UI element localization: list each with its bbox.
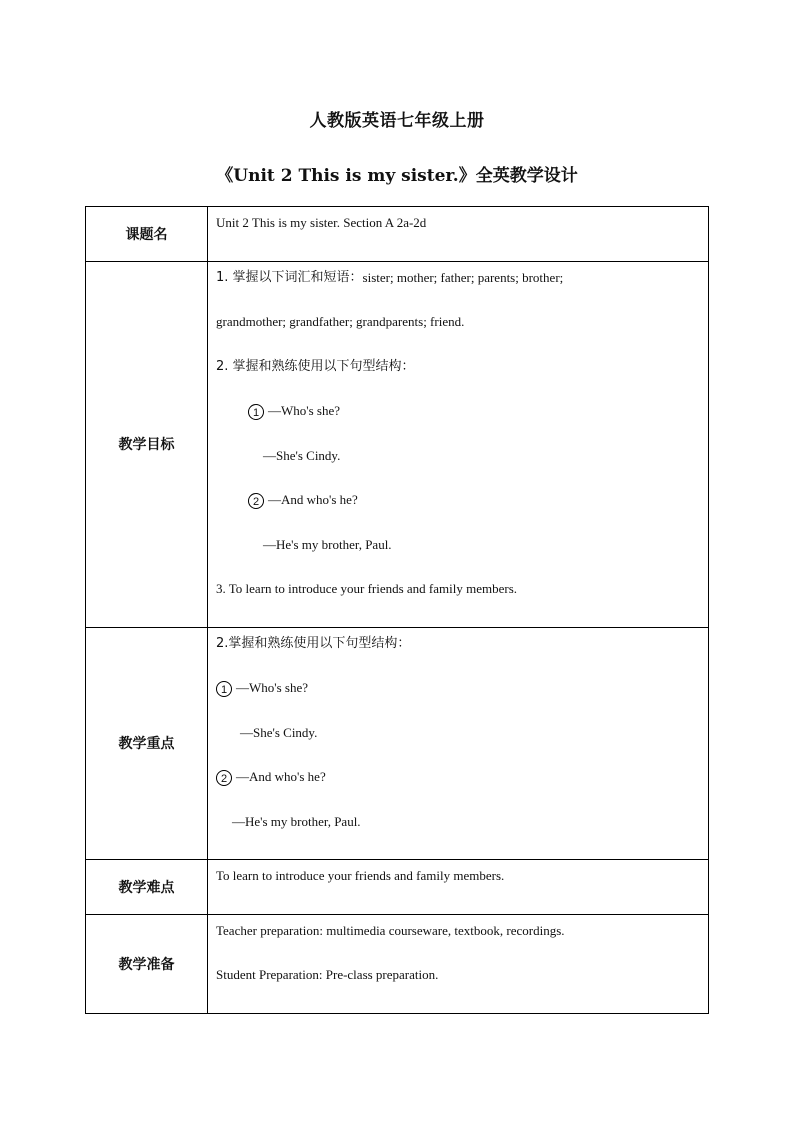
key-question2 (216, 770, 702, 815)
prep-cell (208, 914, 709, 1013)
document-subtitle: 《Unit 2 This is my sister.》全英教学设计 (216, 166, 578, 186)
key-cell (208, 627, 709, 860)
goals-question2 (216, 493, 702, 538)
difficulty-text: To learn to introduce your friends and family members. (216, 868, 505, 883)
key-label: 教学重点 (86, 627, 208, 860)
goals-item1 (216, 262, 702, 316)
circled-number-1: 1 (248, 404, 264, 420)
goals-answer2: —He's my brother, Paul. (263, 536, 392, 552)
table-row-difficulty (86, 860, 709, 915)
goals-q2-text: —And who's he? (268, 492, 358, 507)
document-title: 人教版英语七年级上册 (309, 111, 485, 131)
key-item: 2.掌握和熟练使用以下句型结构： (216, 635, 411, 651)
prep-label: 教学准备 (86, 914, 208, 1013)
key-question1 (216, 681, 702, 726)
lesson-plan-table (85, 206, 709, 1014)
difficulty-label: 教学难点 (86, 860, 208, 915)
circled-number-2: 2 (248, 493, 264, 509)
topic-text: Unit 2 This is my sister. Section A 2a-2d (216, 215, 427, 230)
key-q1-text: —Who's she? (236, 680, 309, 695)
goals-item2: 2. 掌握和熟练使用以下句型结构： (216, 358, 415, 374)
goals-label: 教学目标 (86, 261, 208, 627)
difficulty-cell (208, 860, 709, 915)
table-row-key (86, 627, 709, 860)
key-answer2: —He's my brother, Paul. (232, 813, 361, 829)
circled-number-1: 1 (216, 681, 232, 697)
key-q2-text: —And who's he? (236, 769, 326, 784)
circled-number-2: 2 (216, 770, 232, 786)
table-row-goals (86, 261, 709, 627)
key-answer1: —She's Cindy. (240, 724, 318, 740)
goals-cell (208, 261, 709, 627)
goals-question1 (216, 404, 702, 449)
prep-teacher: Teacher preparation: multimedia courseware, textbook, recordings. (216, 922, 565, 938)
goals-answer1: —She's Cindy. (263, 447, 341, 463)
table-row-topic (86, 207, 709, 262)
table-row-prep (86, 914, 709, 1013)
goals-item3: 3. To learn to introduce your friends and family members. (216, 581, 518, 596)
topic-label: 课题名 (86, 207, 208, 262)
goals-item1-cn: 1. 掌握以下词汇和短语： (216, 269, 363, 285)
goals-q1-text: —Who's she? (268, 403, 341, 418)
goals-item1-words2: grandmother; grandfather; grandparents; friend. (216, 314, 465, 329)
topic-cell (208, 207, 709, 262)
goals-item1-words: sister; mother; father; parents; brother; (362, 269, 564, 285)
prep-student: Student Preparation: Pre-class preparation. (216, 967, 439, 982)
